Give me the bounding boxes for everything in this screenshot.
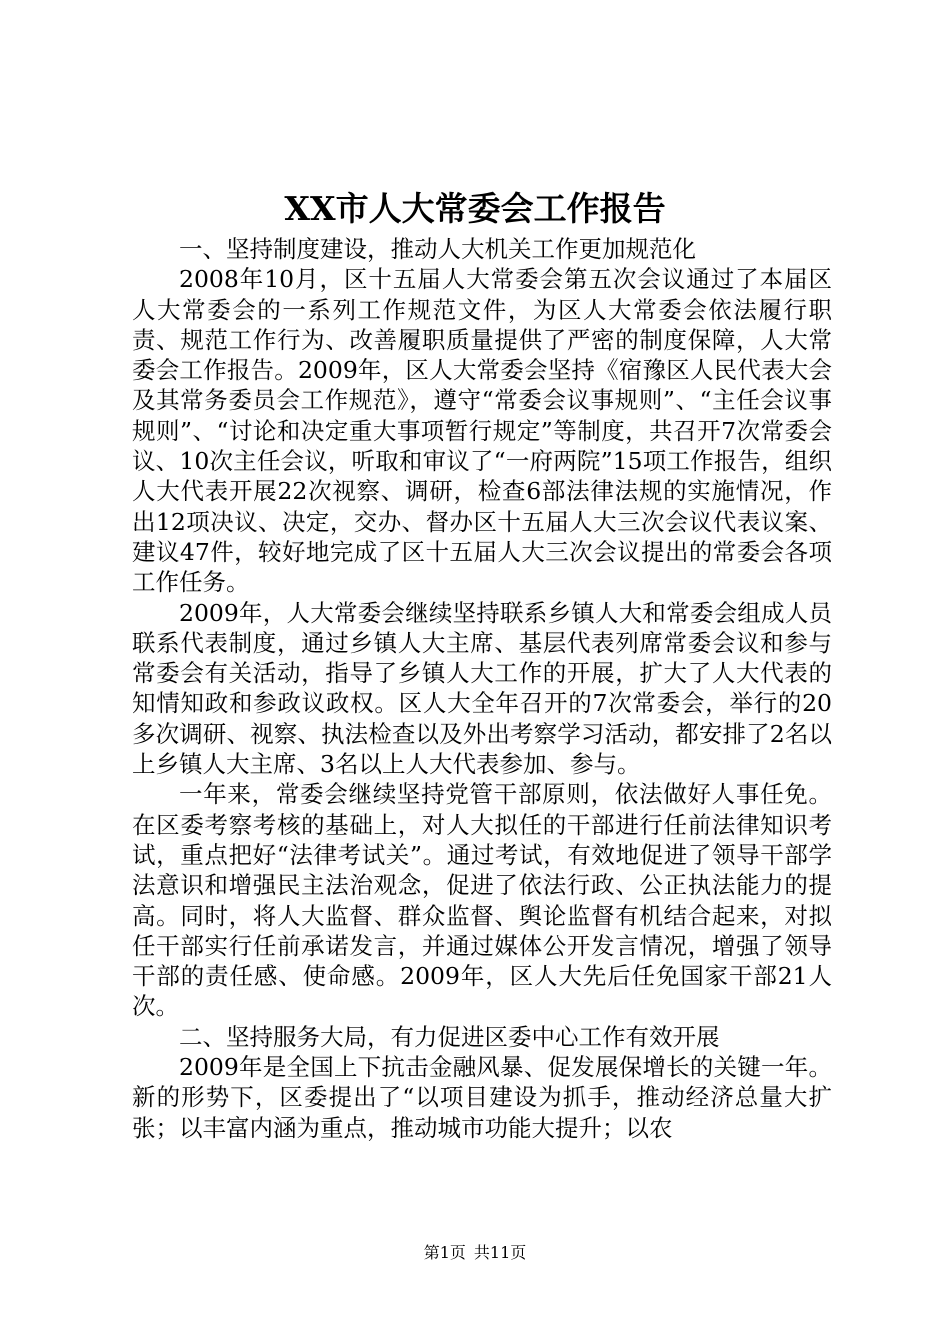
body-paragraph: 一年来，常委会继续坚持党管干部原则，依法做好人事任免。在区委考察考核的基础上，对人大拟任的干部进行任前法律知识考试，重点把好“法律考试关”。通过考试，有效地促进了领导干部学法意识和增强民主法治观念，促进了依法行政、公正执法能力的提高。同时，将人大监督、群众监督、舆论监督有机结合起来，对拟任干部实行任前承诺发言，并通过媒体公开发言情况，增强了领导干部的责任感、使命感。2009年，区人大先后任免国家干部21人次。 — [132, 780, 832, 1021]
section-heading-1: 一、坚持制度建设，推动人大机关工作更加规范化 — [179, 235, 696, 263]
page-total: 共11页 — [473, 1243, 527, 1262]
document-title: XX市人大常委会工作报告 — [284, 189, 666, 228]
body-paragraph: 2009年，人大常委会继续坚持联系乡镇人大和常委会组成人员联系代表制度，通过乡镇人大主席、基层代表列席常委会议和参与常委会有关活动，指导了乡镇人大工作的开展，扩大了人大代表的知情知政和参政议政权。区人大全年召开的7次常委会，举行的20多次调研、视察、执法检查以及外出考察学习活动，都安排了2名以上乡镇人大主席、3名以上人大代表参加、参与。 — [132, 598, 832, 779]
document-body — [132, 234, 832, 1143]
body-paragraph: 2008年10月，区十五届人大常委会第五次会议通过了本届区人大常委会的一系列工作规范文件，为区人大常委会依法履行职责、规范工作行为、改善履职质量提供了严密的制度保障，人大常委会工作报告。2009年，区人大常委会坚持《宿豫区人民代表大会及其常务委员会工作规范》，遵守“常委会议事规则”、“主任会议事规则”、“讨论和决定重大事项暂行规定”等制度，共召开7次常委会议、10次主任会议，听取和审议了“一府两院”15项工作报告，组织人大代表开展22次视察、调研，检查6部法律法规的实施情况，作出12项决议、决定，交办、督办区十五届人大三次会议代表议案、建议47件，较好地完成了区十五届人大三次会议提出的常委会各项工作任务。 — [132, 265, 832, 597]
section-heading-2: 二、坚持服务大局，有力促进区委中心工作有效开展 — [179, 1022, 720, 1051]
page-number: 第1页 — [423, 1243, 466, 1262]
body-paragraph: 2009年是全国上下抗击金融风暴、促发展保增长的关键一年。新的形势下，区委提出了“以项目建设为抓手，推动经济总量大扩张；以丰富内涵为重点，推动城市功能大提升；以农 — [132, 1053, 832, 1142]
page-footer — [0, 1243, 950, 1263]
